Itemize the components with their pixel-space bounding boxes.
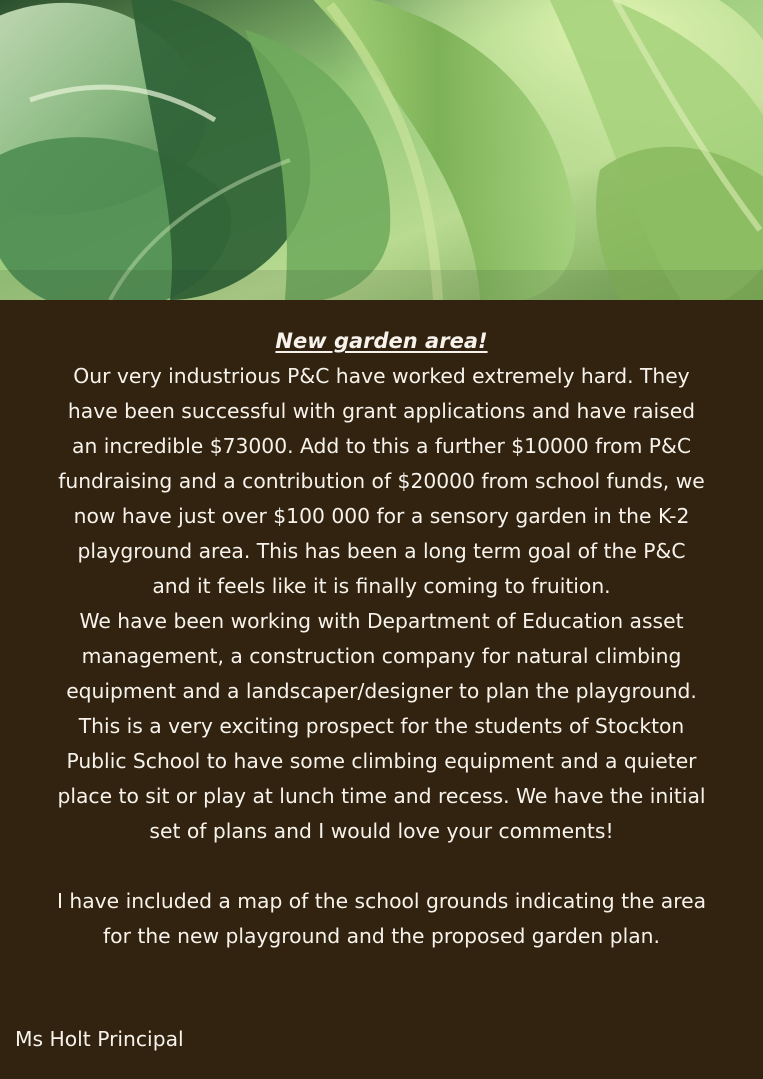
signature: Ms Holt Principal (15, 1027, 184, 1051)
article-paragraph-funding: Our very industrious P&C have worked extremely hard. They have been successful with grant applications and have raised an incredible $73000. Add to this a further $10000 from P&C fundraising and a contribution of $20000 from school funds, we now have just over $100 000 for a sensory garden in the K-2 playground area. This has been a long term goal of the P&C and it feels like it is finally coming to fruition. (58, 364, 705, 598)
article-paragraph-planning: We have been working with Department of Education asset management, a construction company for natural climbing equipment and a landscaper/designer to plan the playground. This is a very exciting prospect for the students of Stockton Public School to have some climbing equipment and a quieter place to sit or play at lunch time and recess. We have the initial set of plans and I would love your comments! (57, 609, 706, 843)
article-paragraph-map: I have included a map of the school grounds indicating the area for the new playground and the proposed garden plan. (56, 889, 707, 948)
article-title: New garden area! (275, 329, 488, 353)
leafy-plants-image (0, 0, 763, 300)
article-section (0, 300, 763, 1079)
hero-photo (0, 0, 763, 300)
